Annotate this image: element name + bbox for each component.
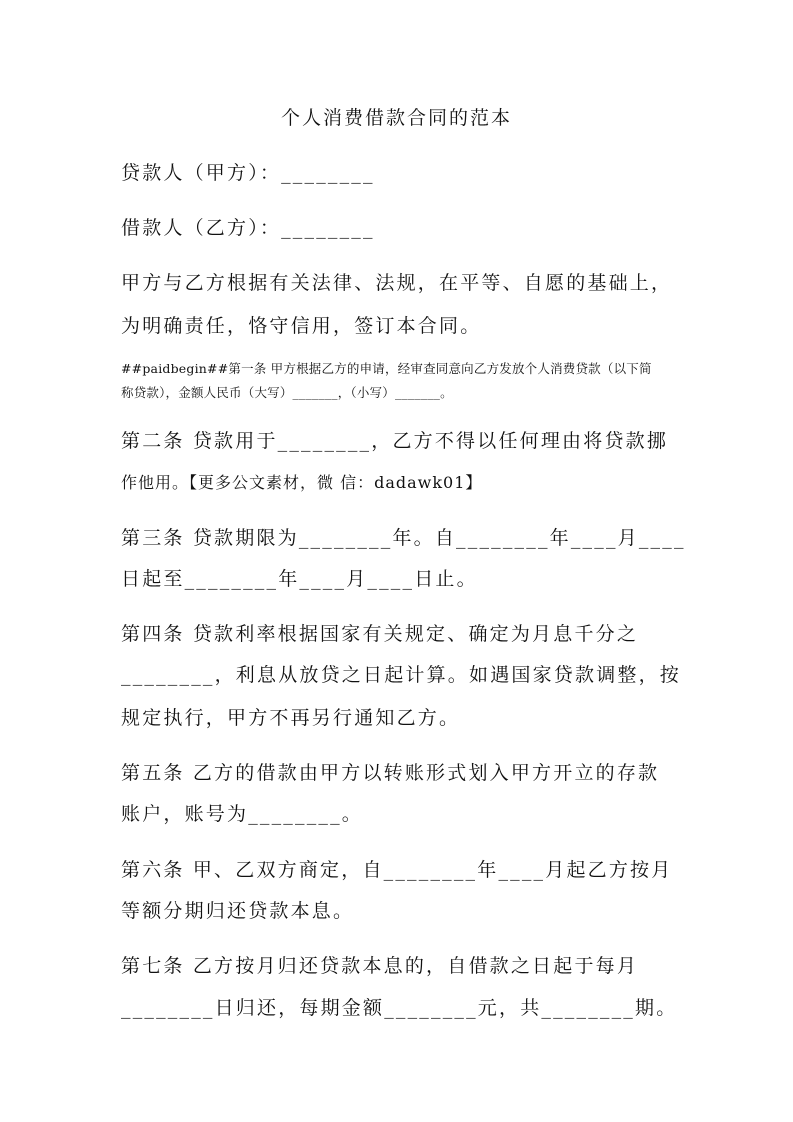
article-2-line-1: 第二条 贷款用于________，乙方不得以任何理由将贷款挪 <box>121 430 669 452</box>
article-7-line-2: ________日归还，每期金额________元，共________期。 <box>121 997 678 1019</box>
article-4-line-2: ________，利息从放贷之日起计算。如遇国家贷款调整，按 <box>121 664 682 686</box>
article-1-line-2: 称贷款），金额人民币（大写）_______，（小写）_______。 <box>121 385 453 400</box>
article-3-line-2: 日起至________年____月____日止。 <box>121 568 478 590</box>
article-1-line-1: ##paidbegin##第一条 甲方根据乙方的申请，经审查同意向乙方发放个人消费贷款（以下简 <box>121 361 652 376</box>
preamble-line-1: 甲方与乙方根据有关法律、法规，在平等、自愿的基础上， <box>121 272 673 294</box>
article-7-line-1: 第七条 乙方按月归还贷款本息的，自借款之日起于每月 <box>121 955 639 977</box>
article-5-line-2: 账户，账号为________。 <box>121 803 364 825</box>
preamble-line-2: 为明确责任，恪守信用，签订本合同。 <box>121 315 482 337</box>
article-2-line-2: 作他用。【更多公文素材，微 信：dadawk01】 <box>121 473 483 492</box>
document-title: 个人消费借款合同的范本 <box>280 107 512 129</box>
article-4-line-3: 规定执行，甲方不再另行通知乙方。 <box>121 707 461 729</box>
article-3-line-1: 第三条 贷款期限为________年。自________年____月____ <box>121 527 686 549</box>
article-4-line-1: 第四条 贷款利率根据国家有关规定、确定为月息千分之 <box>121 623 639 645</box>
article-5-line-1: 第五条 乙方的借款由甲方以转账形式划入甲方开立的存款 <box>121 762 660 784</box>
borrower-line: 借款人（乙方）：________ <box>121 217 375 239</box>
lender-line: 贷款人（甲方）：________ <box>121 162 375 184</box>
article-6-line-2: 等额分期归还贷款本息。 <box>121 900 355 922</box>
article-6-line-1: 第六条 甲、乙双方商定，自________年____月起乙方按月 <box>121 859 673 881</box>
